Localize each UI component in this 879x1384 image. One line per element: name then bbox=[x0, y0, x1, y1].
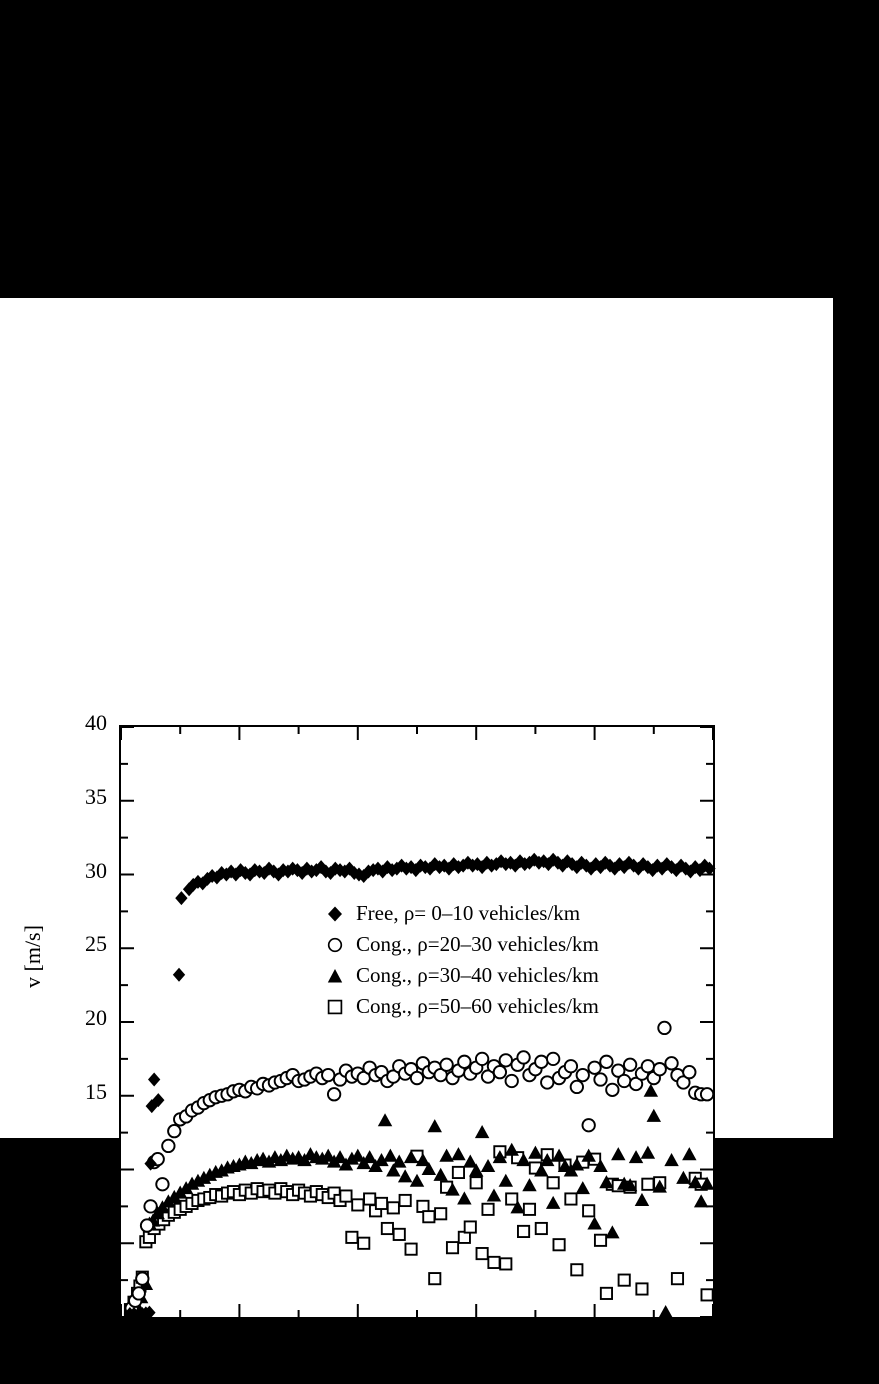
legend-item-cong-50-60 bbox=[318, 991, 599, 1022]
legend-item-cong-20-30 bbox=[318, 929, 599, 960]
data-markers bbox=[121, 727, 713, 1317]
y-tick-label: 15 bbox=[85, 1078, 107, 1104]
legend-item-cong-30-40 bbox=[318, 960, 599, 991]
y-tick-label: 10 bbox=[85, 1152, 107, 1178]
x-tick-label: 0 bbox=[113, 1325, 125, 1350]
x-tick-label: 80 bbox=[581, 1325, 604, 1350]
y-tick-label: 25 bbox=[85, 931, 107, 957]
legend-label-cong-50-60: Cong., ρ=50–60 vehicles/km bbox=[356, 994, 599, 1018]
legend-item-free bbox=[318, 898, 599, 929]
filled-diamond-icon bbox=[318, 904, 352, 924]
y-tick-label: 30 bbox=[85, 857, 107, 883]
figure-paper bbox=[0, 298, 833, 1383]
open-square-icon bbox=[318, 997, 352, 1017]
y-tick-label: 5 bbox=[96, 1226, 107, 1252]
y-tick-label: 40 bbox=[85, 710, 107, 735]
x-axis-label bbox=[0, 1358, 833, 1384]
x-tick-label: 100 bbox=[694, 1325, 728, 1350]
plot-inner bbox=[121, 727, 713, 1317]
legend-label-cong-30-40: Cong., ρ=30–40 vehicles/km bbox=[356, 963, 599, 987]
x-tick-label: 20 bbox=[226, 1325, 249, 1350]
legend bbox=[318, 898, 599, 1022]
plot-area bbox=[119, 725, 715, 1319]
x-tick-label: 60 bbox=[463, 1325, 486, 1350]
y-axis-label: v [m/s] bbox=[20, 925, 45, 988]
legend-label-free: Free, ρ= 0–10 vehicles/km bbox=[356, 901, 581, 925]
open-circle-icon bbox=[318, 935, 352, 955]
y-tick-label: 0 bbox=[96, 1300, 107, 1325]
x-tick-label: 40 bbox=[344, 1325, 367, 1350]
y-tick-label: 20 bbox=[85, 1005, 107, 1030]
x-axis-label-text: d [m] bbox=[402, 1358, 451, 1383]
filled-triangle-icon bbox=[318, 966, 352, 986]
legend-label-cong-20-30: Cong., ρ=20–30 vehicles/km bbox=[356, 932, 599, 956]
y-tick-label: 35 bbox=[85, 783, 107, 809]
